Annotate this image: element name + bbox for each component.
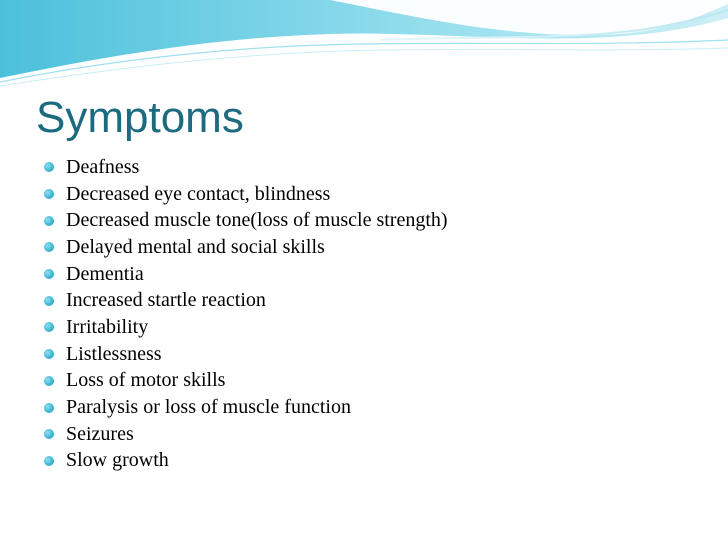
list-item-text: Decreased muscle tone(loss of muscle strength) xyxy=(66,209,448,232)
list-item-text: Dementia xyxy=(66,262,144,285)
list-item xyxy=(44,394,448,421)
list-item xyxy=(44,341,448,368)
bullet-dot-icon xyxy=(44,429,54,439)
bullet-dot-icon xyxy=(44,189,54,199)
bullet-dot-icon xyxy=(44,349,54,359)
list-item-text: Slow growth xyxy=(66,449,169,472)
header-wave-decoration xyxy=(0,0,728,90)
bullet-dot-icon xyxy=(44,162,54,172)
bullet-dot-icon xyxy=(44,242,54,252)
list-item-text: Seizures xyxy=(66,422,134,445)
bullet-dot-icon xyxy=(44,269,54,279)
bullet-dot-icon xyxy=(44,376,54,386)
bullet-dot-icon xyxy=(44,456,54,466)
bullet-dot-icon xyxy=(44,322,54,332)
list-item xyxy=(44,261,448,288)
slide-title: Symptoms xyxy=(36,93,244,142)
list-item-text: Loss of motor skills xyxy=(66,369,226,392)
list-item xyxy=(44,181,448,208)
list-item-text: Decreased eye contact, blindness xyxy=(66,182,331,205)
list-item xyxy=(44,421,448,448)
bullet-dot-icon xyxy=(44,403,54,413)
list-item xyxy=(44,154,448,181)
bullet-dot-icon xyxy=(44,216,54,226)
list-item xyxy=(44,287,448,314)
list-item xyxy=(44,448,448,475)
list-item-text: Increased startle reaction xyxy=(66,289,266,312)
list-item-text: Paralysis or loss of muscle function xyxy=(66,396,351,419)
list-item-text: Delayed mental and social skills xyxy=(66,235,325,258)
list-item xyxy=(44,234,448,261)
list-item-text: Deafness xyxy=(66,155,140,178)
bullet-dot-icon xyxy=(44,296,54,306)
list-item-text: Irritability xyxy=(66,315,149,338)
list-item xyxy=(44,368,448,395)
list-item xyxy=(44,207,448,234)
symptoms-list xyxy=(44,154,448,474)
list-item xyxy=(44,314,448,341)
list-item-text: Listlessness xyxy=(66,342,162,365)
